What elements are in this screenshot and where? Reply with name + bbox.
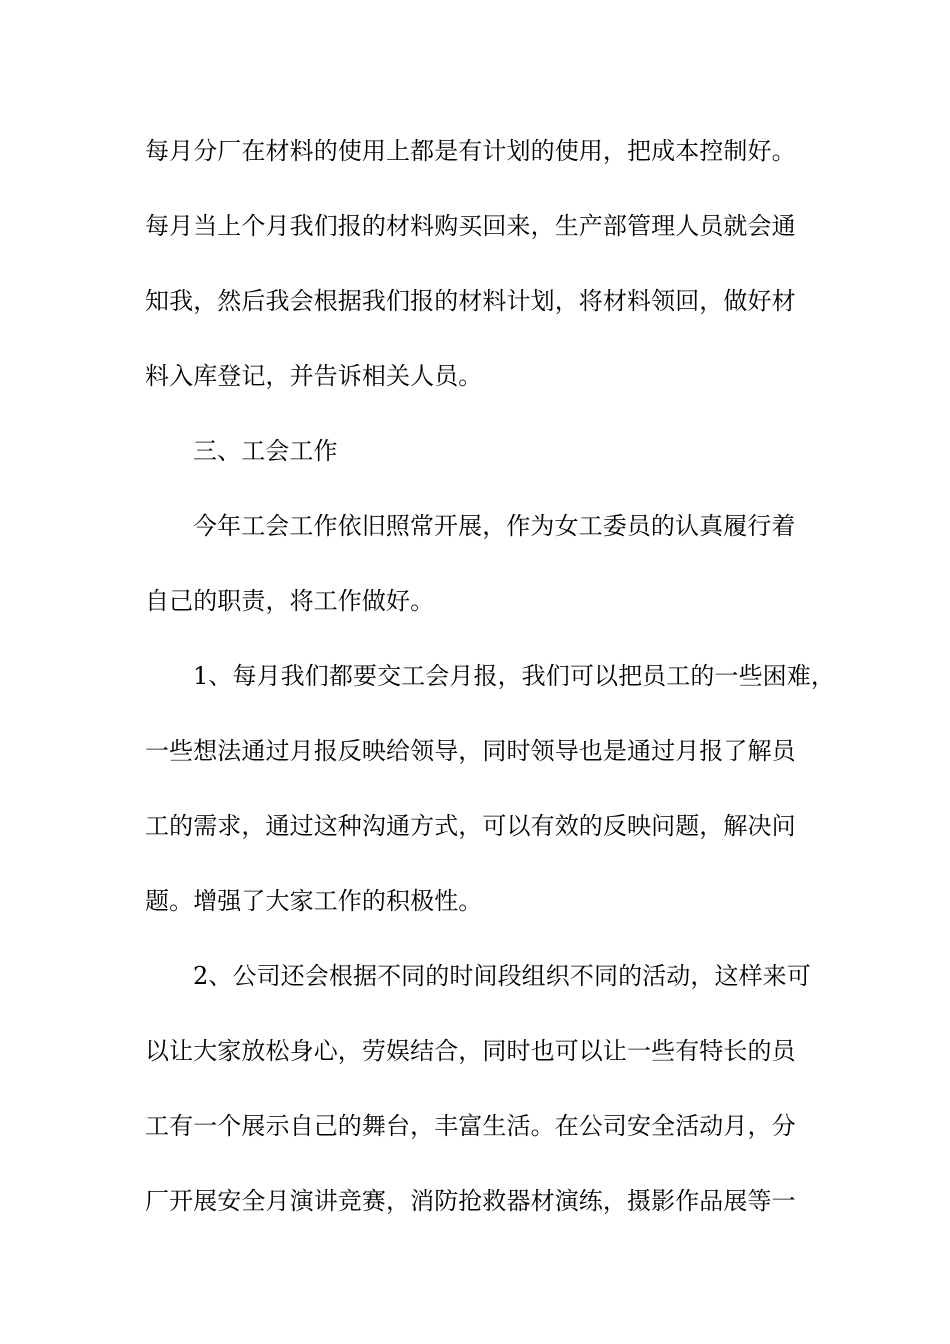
paragraph-line: 自己的职责，将工作做好。 xyxy=(145,587,435,615)
paragraph-line: 每月当上个月我们报的材料购买回来，生产部管理人员就会通 xyxy=(145,212,796,240)
paragraph-line: 知我，然后我会根据我们报的材料计划，将材料领回，做好材 xyxy=(145,287,796,315)
paragraph-line: 以让大家放松身心，劳娱结合，同时也可以让一些有特长的员 xyxy=(145,1037,796,1065)
paragraph-line: 今年工会工作依旧照常开展，作为女工委员的认真履行着 xyxy=(193,512,796,540)
paragraph-line: 厂开展安全月演讲竞赛，消防抢救器材演练，摄影作品展等一 xyxy=(145,1187,796,1215)
section-heading: 三、工会工作 xyxy=(193,437,338,465)
paragraph-line: 1、每月我们都要交工会月报，我们可以把员工的一些困难， xyxy=(193,662,835,690)
paragraph-line: 工的需求，通过这种沟通方式，可以有效的反映问题，解决问 xyxy=(145,812,796,840)
paragraph-line: 题。增强了大家工作的积极性。 xyxy=(145,887,483,915)
paragraph-line: 2、公司还会根据不同的时间段组织不同的活动，这样来可 xyxy=(193,962,811,990)
paragraph-line: 料入库登记，并告诉相关人员。 xyxy=(145,362,483,390)
paragraph-line: 一些想法通过月报反映给领导，同时领导也是通过月报了解员 xyxy=(145,737,796,765)
paragraph-line: 工有一个展示自己的舞台，丰富生活。在公司安全活动月，分 xyxy=(145,1112,796,1140)
paragraph-line: 每月分厂在材料的使用上都是有计划的使用，把成本控制好。 xyxy=(145,137,796,165)
